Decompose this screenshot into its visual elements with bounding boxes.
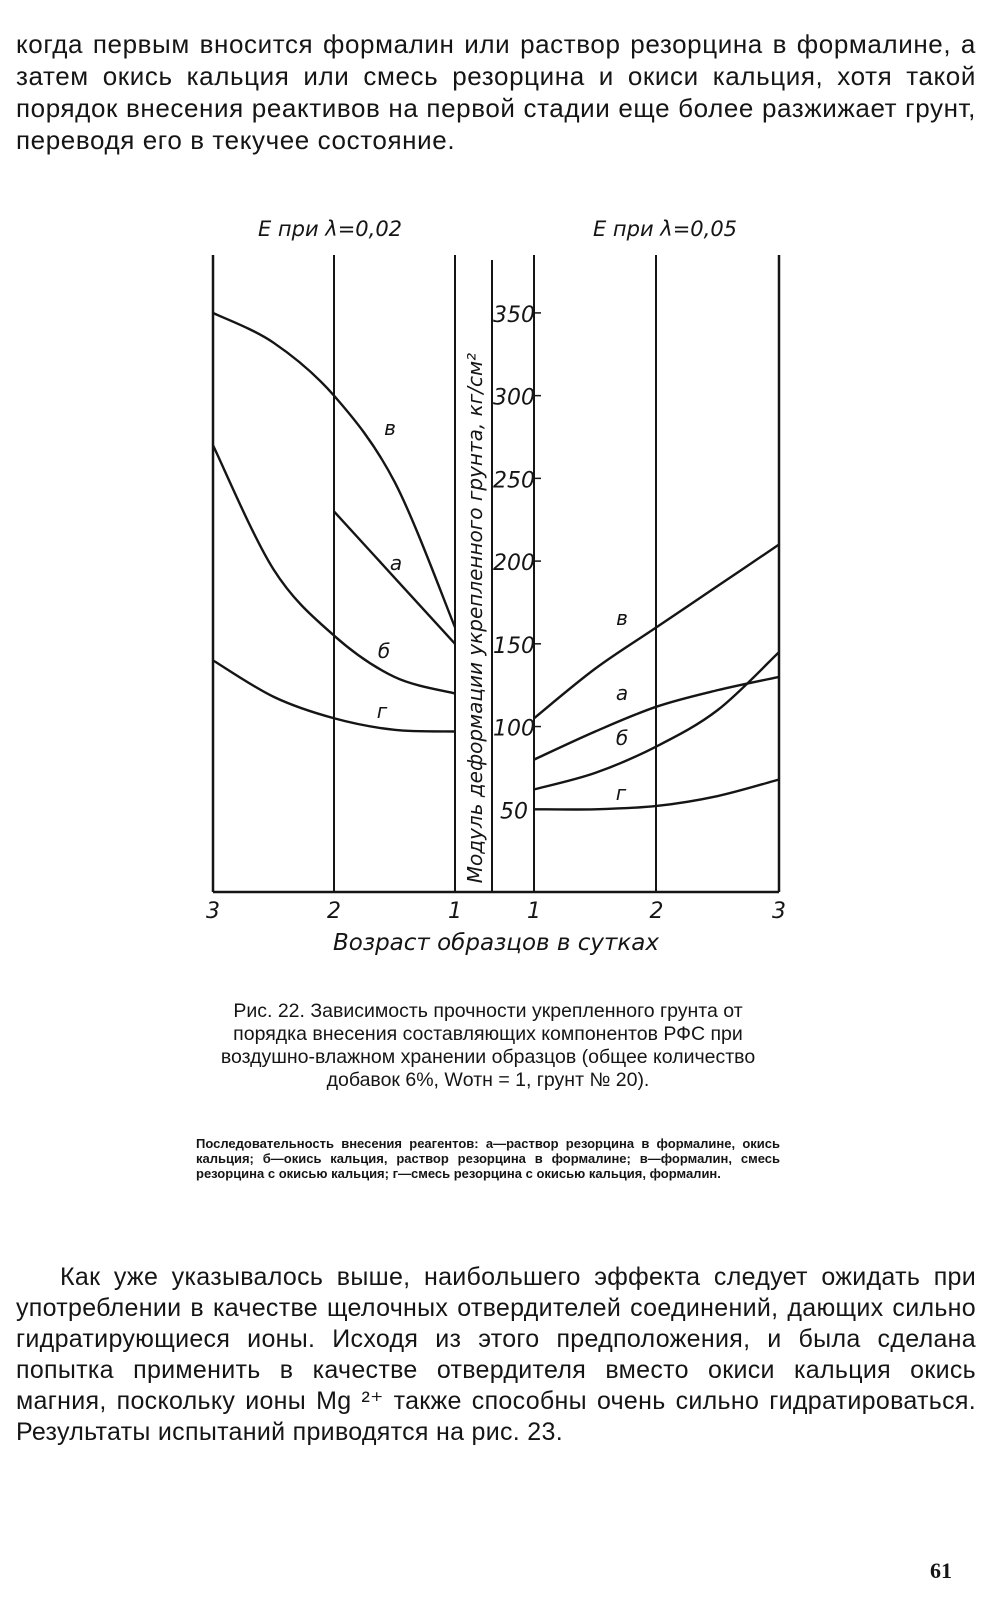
x-tick-label: 1 [448,899,462,924]
y-tick-label: 200 [493,551,535,577]
panel-title: E при λ=0,05 [592,217,738,241]
curve-label: в [616,606,628,630]
y-tick-label: 250 [493,468,535,494]
figure-caption: Рис. 22. Зависимость прочности укрепленного грунта от порядка внесения составляющих компонентов РФС при воздушно-влажном хранении образцов (общее количество добавок 6%, Wотн = 1, грунт № 20). [220,1000,756,1091]
curve-label: б [615,726,629,750]
x-tick-label: 3 [772,899,786,924]
x-tick-label: 1 [527,899,541,924]
curve-а [334,511,455,643]
body-paragraph-bottom: Как уже указывалось выше, наибольшего эффекта следует ожидать при употреблении в качестве щелочных отвердителей соединений, дающих сильно гидратирующиеся ионы. Исходя из этого предположения, и была сделана попытка применить в качестве отвердителя вместо окиси кальция окись магния, поскольку ионы Mg ²⁺ также способны очень сильно гидратироваться. Результаты испытаний приводятся на рис. 23. [16,1263,976,1446]
x-tick-label: 2 [327,899,341,924]
x-tick-label: 3 [206,899,220,924]
curve-label: г [376,699,388,723]
y-axis-label: Модуль деформации укрепленного грунта, кг/см² [463,352,487,884]
body-paragraph-top: когда первым вносится формалин или раствор резорцина в формалине, а затем окись кальция или смесь резорцина и окиси кальция, хотя такой порядок внесения реактивов на первой стадии еще более разжижает грунт, переводя его в текучее состояние. [16,29,976,155]
y-tick-label: 350 [493,302,535,328]
x-tick-label: 2 [649,899,664,924]
y-tick-label: 150 [493,633,535,659]
y-tick-label: 300 [493,385,535,411]
x-axis-label: Возраст образцов в сутках [332,930,660,956]
curve-label: а [389,551,403,575]
panel-title: E при λ=0,02 [257,217,403,241]
chart-labels [206,217,786,956]
figure-chart [0,200,1002,970]
figure-legend-note: Последовательность внесения реагентов: а—раствор резорцина в формалине, окись кальция; б—окись кальция, раствор резорцина в формалине; в—формалин, смесь резорцина с окисью кальция; г—смесь резорцина с окисью кальция, формалин. [196,1136,780,1181]
curve-label: г [615,781,627,805]
curve-label: б [377,639,391,663]
curve-label: а [615,681,629,705]
y-tick-label: 100 [493,716,535,742]
curve-label: в [384,416,396,440]
page-number: 61 [930,1558,952,1583]
y-tick-label: 50 [500,799,528,825]
